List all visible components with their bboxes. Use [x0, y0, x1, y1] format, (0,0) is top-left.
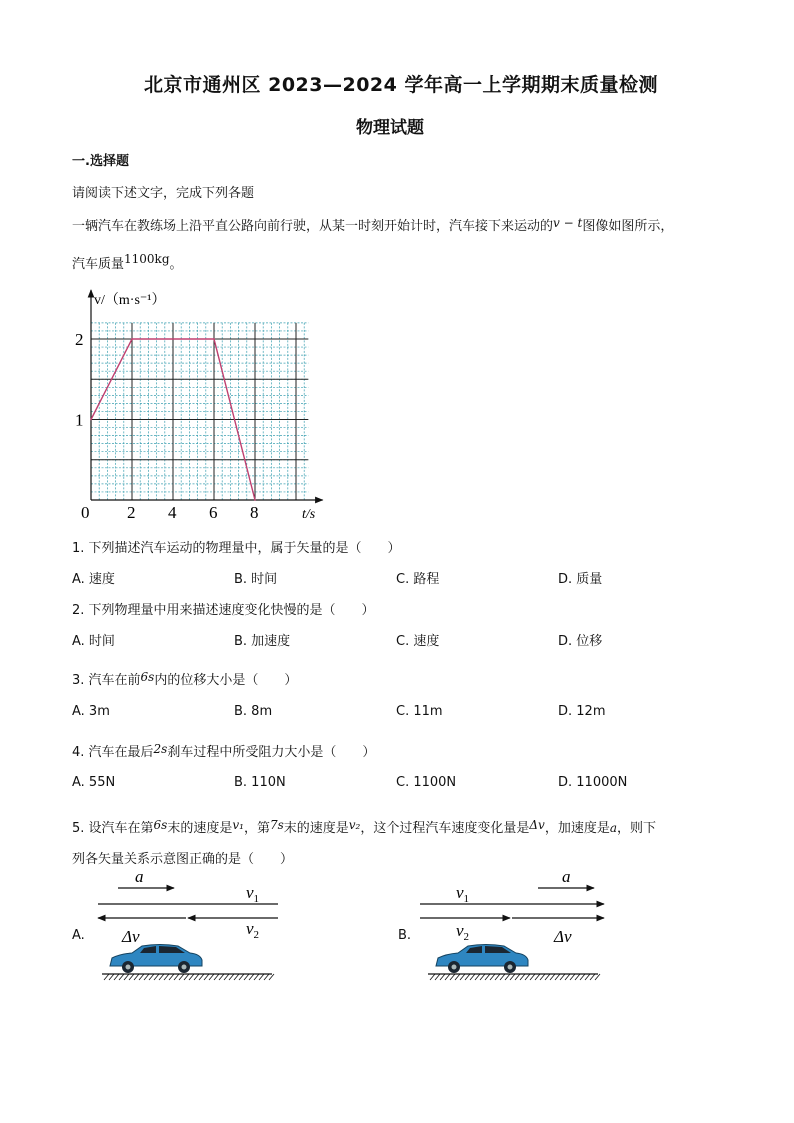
label-a: a: [562, 867, 571, 886]
q-stem-math: 2s: [153, 742, 168, 756]
q4-option-d[interactable]: D. 11000N: [558, 775, 628, 790]
hatch-mark: [139, 974, 144, 980]
hatch-mark: [440, 974, 445, 980]
hatch-mark: [590, 974, 595, 980]
y-tick-label: 1: [75, 410, 84, 430]
hatch-mark: [445, 974, 450, 980]
q5-text: ，第: [243, 821, 270, 836]
hatch-mark: [219, 974, 224, 980]
q3-option-d[interactable]: D. 12m: [558, 704, 606, 719]
q5-diagram-a[interactable]: [90, 866, 290, 988]
q5-diagram-b[interactable]: [416, 866, 616, 988]
hatch-mark: [555, 974, 560, 980]
q5-option-b-label[interactable]: B.: [398, 928, 412, 943]
hatch-mark: [495, 974, 500, 980]
intro-paragraph: [72, 215, 673, 234]
hatch-mark: [109, 974, 114, 980]
hatch-mark: [485, 974, 490, 980]
hatch-mark: [234, 974, 239, 980]
hatch-mark: [490, 974, 495, 980]
hatch-mark: [545, 974, 550, 980]
intro-math-vt: v − t: [553, 216, 583, 230]
chart-xlabel: t/s: [302, 507, 316, 522]
hatch-mark: [550, 974, 555, 980]
hatch-mark: [560, 974, 565, 980]
hatch-mark: [510, 974, 515, 980]
hatch-mark: [585, 974, 590, 980]
q4-option-a[interactable]: A. 55N: [72, 775, 116, 790]
vt-chart: [70, 282, 330, 527]
chart-grid: [91, 323, 308, 500]
q5-math: Δv: [529, 818, 545, 832]
data-point: [90, 419, 92, 421]
data-point: [131, 338, 133, 340]
mass-label: 汽车质量: [72, 257, 125, 272]
hatch-mark: [264, 974, 269, 980]
hatch-mark: [134, 974, 139, 980]
q2-option-b[interactable]: B. 加速度: [234, 634, 291, 649]
hatch-mark: [159, 974, 164, 980]
hatch-mark: [500, 974, 505, 980]
hatch-mark: [565, 974, 570, 980]
hatch-mark: [244, 974, 249, 980]
hatch-mark: [164, 974, 169, 980]
chart-ylabel: v/（m·s⁻¹）: [94, 293, 166, 308]
x-tick-label: 2: [127, 503, 136, 522]
section-instruction: 请阅读下述文字，完成下列各题: [72, 186, 255, 201]
page-title: 北京市通州区 2023—2024 学年高一上学期期末质量检测: [144, 74, 658, 96]
y-tick-label: 2: [75, 330, 84, 349]
hatch-mark: [124, 974, 129, 980]
page-subtitle: 物理试题: [356, 118, 424, 138]
q4-option-b[interactable]: B. 110N: [234, 775, 286, 790]
hatch-mark: [570, 974, 575, 980]
hatch-mark: [435, 974, 440, 980]
q1-stem: 1. 下列描述汽车运动的物理量中，属于矢量的是（ ）: [72, 541, 401, 556]
hatch-mark: [104, 974, 109, 980]
q1-option-c[interactable]: C. 路程: [396, 572, 440, 587]
hatch-mark: [540, 974, 545, 980]
intro-text-a: 一辆汽车在教练场上沿平直公路向前行驶，从某一时刻开始计时，汽车接下来运动的: [72, 219, 554, 234]
q2-stem: 2. 下列物理量中用来描述速度变化快慢的是（ ）: [72, 603, 375, 618]
intro-text-b: 图像如图所示，: [582, 219, 674, 234]
label-dv: Δv: [122, 927, 140, 946]
q1-option-d[interactable]: D. 质量: [558, 572, 603, 587]
label-dv: Δv: [554, 927, 572, 946]
hatch-mark: [575, 974, 580, 980]
hatch-mark: [189, 974, 194, 980]
hatch-mark: [515, 974, 520, 980]
label-a: a: [135, 867, 144, 886]
hatch-mark: [129, 974, 134, 980]
q3-option-c[interactable]: C. 11m: [396, 704, 443, 719]
hatch-mark: [269, 974, 274, 980]
q5-text: 末的速度是: [167, 821, 233, 836]
hatch-mark: [254, 974, 259, 980]
q5-stem-line1: [72, 817, 656, 836]
q5-text: ，这个过程汽车速度变化量是: [360, 821, 530, 836]
q3-stem: [72, 669, 297, 688]
q5-option-a-label[interactable]: A.: [72, 928, 85, 943]
label-v1: $v_1$: [456, 883, 470, 905]
hatch-mark: [470, 974, 475, 980]
hatch-mark: [194, 974, 199, 980]
hatch-mark: [199, 974, 204, 980]
hatch-mark: [224, 974, 229, 980]
hatch-mark: [209, 974, 214, 980]
hatch-mark: [154, 974, 159, 980]
hatch-mark: [239, 974, 244, 980]
data-point: [254, 499, 256, 501]
hatch-mark: [520, 974, 525, 980]
q5-stem-line2: 列各矢量关系示意图正确的是（ ）: [72, 852, 294, 867]
x-tick-label: 0: [81, 503, 90, 522]
mass-end: 。: [169, 257, 183, 272]
hatch-mark: [119, 974, 124, 980]
hatch-mark: [144, 974, 149, 980]
q5-text: ，加速度是: [544, 821, 610, 836]
car-icon: [436, 945, 528, 974]
hatch-mark: [249, 974, 254, 980]
q2-option-c[interactable]: C. 速度: [396, 634, 440, 649]
hatch-mark: [149, 974, 154, 980]
hatch-mark: [595, 974, 600, 980]
q2-option-d[interactable]: D. 位移: [558, 634, 603, 649]
hatch-mark: [530, 974, 535, 980]
q2-option-a[interactable]: A. 时间: [72, 634, 115, 649]
q-stem-text: 内的位移大小是（ ）: [154, 673, 298, 688]
label-v1: $v_1$: [246, 883, 260, 905]
q-stem-text: 3. 汽车在前: [72, 673, 141, 688]
q4-stem: [72, 741, 375, 760]
section-heading: 一.选择题: [72, 154, 129, 169]
hatch-mark: [184, 974, 189, 980]
hatch-mark: [204, 974, 209, 980]
label-v2: $v_2$: [456, 921, 470, 943]
hatch-mark: [214, 974, 219, 980]
q3-option-a[interactable]: A. 3m: [72, 704, 110, 719]
ground-hatch: [104, 974, 274, 980]
q1-option-b[interactable]: B. 时间: [234, 572, 278, 587]
hatch-mark: [450, 974, 455, 980]
hatch-mark: [460, 974, 465, 980]
hatch-mark: [179, 974, 184, 980]
mass-line: [72, 252, 183, 272]
q5-math: v₁: [232, 818, 244, 832]
q-stem-text: 刹车过程中所受阻力大小是（ ）: [167, 745, 376, 760]
hatch-mark: [169, 974, 174, 980]
q5-math: 7s: [269, 818, 284, 832]
hatch-mark: [229, 974, 234, 980]
q5-math: a: [609, 821, 618, 835]
hatch-mark: [480, 974, 485, 980]
x-tick-label: 6: [209, 503, 218, 522]
chart-ticks: [75, 330, 259, 522]
hatch-mark: [475, 974, 480, 980]
mass-value: 1100kg: [124, 252, 170, 266]
q5-math: 6s: [153, 818, 168, 832]
ground-hatch: [430, 974, 600, 980]
label-v2: $v_2$: [246, 919, 260, 941]
hatch-mark: [535, 974, 540, 980]
hatch-mark: [465, 974, 470, 980]
q5-math: v₂: [348, 818, 361, 832]
q1-option-a[interactable]: A. 速度: [72, 572, 115, 587]
hatch-mark: [114, 974, 119, 980]
hatch-mark: [525, 974, 530, 980]
hatch-mark: [174, 974, 179, 980]
data-point: [213, 338, 215, 340]
x-tick-label: 4: [168, 503, 177, 522]
x-tick-label: 8: [250, 503, 259, 522]
hatch-mark: [505, 974, 510, 980]
hatch-mark: [430, 974, 435, 980]
q5-text: 5. 设汽车在第: [72, 821, 154, 836]
hatch-mark: [259, 974, 264, 980]
car-icon: [110, 945, 202, 974]
q5-text: ，则下: [617, 821, 657, 836]
q-stem-math: 6s: [140, 670, 155, 684]
hatch-mark: [455, 974, 460, 980]
q4-option-c[interactable]: C. 1100N: [396, 775, 457, 790]
q5-text: 末的速度是: [283, 821, 349, 836]
q-stem-text: 4. 汽车在最后: [72, 745, 154, 760]
hatch-mark: [580, 974, 585, 980]
q3-option-b[interactable]: B. 8m: [234, 704, 273, 719]
